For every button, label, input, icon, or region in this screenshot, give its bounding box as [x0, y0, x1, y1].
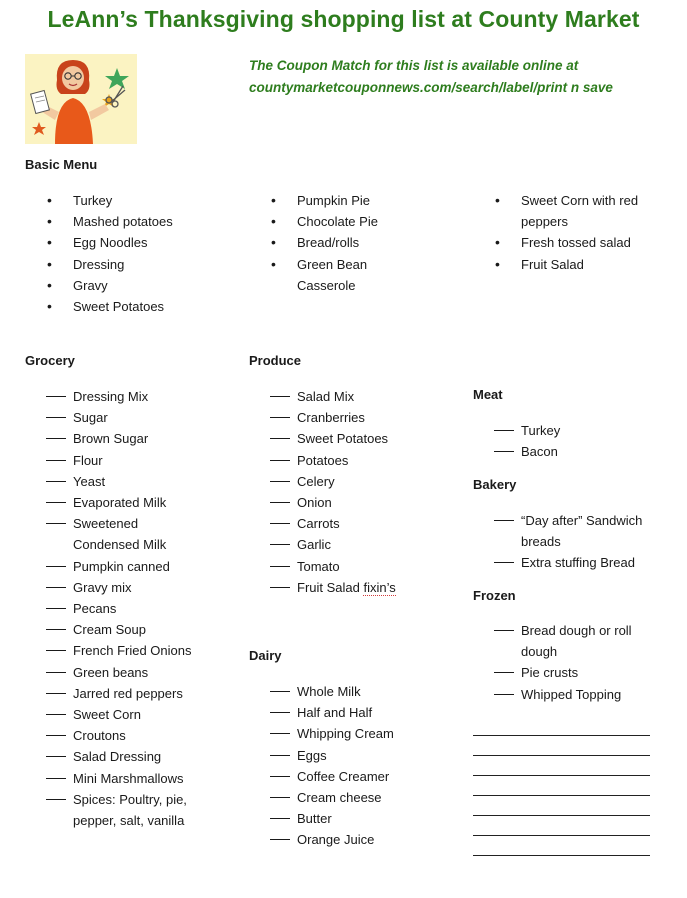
list-item: • Fresh tossed salad — [473, 232, 683, 253]
list-item: Sweetened — [25, 513, 245, 534]
bakery-list — [473, 510, 683, 574]
list-item: “Day after” Sandwich — [473, 510, 683, 531]
grocery-heading: Grocery — [25, 353, 75, 368]
frozen-list — [473, 620, 683, 705]
list-item: • Gravy — [25, 275, 245, 296]
shopper-clipart — [25, 54, 137, 144]
list-item-continued: pepper, salt, vanilla — [73, 813, 185, 829]
list-item: Whipped Topping — [473, 684, 683, 705]
blank-line — [473, 755, 650, 756]
list-item: Orange Juice — [249, 829, 469, 850]
list-item: Coffee Creamer — [249, 766, 469, 787]
list-item: • Chocolate Pie — [249, 211, 469, 232]
list-item: Flour — [25, 450, 245, 471]
blank-line — [473, 775, 650, 776]
bakery-heading: Bakery — [473, 477, 517, 492]
list-item: Pecans — [25, 598, 245, 619]
blank-line — [473, 835, 650, 836]
list-item-continued: breads — [521, 534, 561, 550]
list-item: Bacon — [473, 441, 683, 462]
list-item: Carrots — [249, 513, 469, 534]
produce-heading: Produce — [249, 353, 302, 368]
list-item: Brown Sugar — [25, 428, 245, 449]
list-item: Gravy mix — [25, 577, 245, 598]
list-item: • Fruit Salad — [473, 254, 683, 275]
blank-line — [473, 815, 650, 816]
grocery-list — [25, 386, 245, 831]
list-item: Butter — [249, 808, 469, 829]
list-item: • Sweet Potatoes — [25, 296, 245, 317]
list-item: Bread dough or roll — [473, 620, 683, 641]
coupon-line-2: countymarketcouponnews.com/search/label/print n save — [249, 80, 613, 95]
meat-heading: Meat — [473, 387, 503, 402]
list-item: Salad Mix — [249, 386, 469, 407]
list-item: Cream cheese — [249, 787, 469, 808]
list-item: • Mashed potatoes — [25, 211, 245, 232]
basic-menu-list-3 — [473, 190, 683, 275]
list-item: Pie crusts — [473, 662, 683, 683]
list-item: French Fried Onions — [25, 640, 245, 661]
basic-menu-list-1 — [25, 190, 245, 317]
list-item: Green beans — [25, 662, 245, 683]
list-item-continued: Condensed Milk — [73, 537, 167, 553]
list-item: Sweet Potatoes — [249, 428, 469, 449]
list-item: Evaporated Milk — [25, 492, 245, 513]
list-item: Dressing Mix — [25, 386, 245, 407]
list-item: • Green Bean — [249, 254, 469, 275]
list-item: Garlic — [249, 534, 469, 555]
list-item: Extra stuffing Bread — [473, 552, 683, 573]
list-item: Jarred red peppers — [25, 683, 245, 704]
list-item: Pumpkin canned — [25, 556, 245, 577]
list-item: Celery — [249, 471, 469, 492]
list-item: Tomato — [249, 556, 469, 577]
list-item: Eggs — [249, 745, 469, 766]
list-item: • Dressing — [25, 254, 245, 275]
blank-line — [473, 855, 650, 856]
basic-menu-list-2 — [249, 190, 469, 296]
list-item: Whole Milk — [249, 681, 469, 702]
list-item-fruit-salad — [249, 577, 469, 598]
woman-with-list-icon — [25, 54, 137, 144]
list-item: • Bread/rolls — [249, 232, 469, 253]
list-item: Half and Half — [249, 702, 469, 723]
list-item: Onion — [249, 492, 469, 513]
frozen-heading: Frozen — [473, 588, 516, 603]
misspelled-word: fixin’s — [363, 579, 396, 595]
list-item-continued: dough — [521, 644, 558, 660]
dairy-heading: Dairy — [249, 648, 282, 663]
list-item: • Sweet Corn with red — [473, 190, 683, 211]
list-item: Whipping Cream — [249, 723, 469, 744]
list-item-continued: Casserole — [297, 277, 356, 293]
produce-list — [249, 386, 469, 598]
meat-list — [473, 420, 683, 462]
list-item: Cranberries — [249, 407, 469, 428]
blank-line — [473, 735, 650, 736]
list-item-continued: peppers — [521, 214, 568, 230]
list-item-text: Fruit Salad — [297, 579, 364, 595]
page-title: LeAnn’s Thanksgiving shopping list at County Market — [47, 6, 640, 32]
list-item: Sugar — [25, 407, 245, 428]
list-item: Salad Dressing — [25, 746, 245, 767]
coupon-note — [249, 55, 679, 99]
list-item: Sweet Corn — [25, 704, 245, 725]
dairy-list — [249, 681, 469, 851]
list-item: • Turkey — [25, 190, 245, 211]
basic-menu-heading: Basic Menu — [25, 157, 98, 172]
list-item: Croutons — [25, 725, 245, 746]
coupon-line-1: The Coupon Match for this list is available online at — [249, 58, 579, 73]
list-item: Spices: Poultry, pie, — [25, 789, 245, 810]
list-item: • Pumpkin Pie — [249, 190, 469, 211]
list-item: • Egg Noodles — [25, 232, 245, 253]
list-item: Turkey — [473, 420, 683, 441]
list-item: Mini Marshmallows — [25, 768, 245, 789]
list-item: Cream Soup — [25, 619, 245, 640]
blank-line — [473, 795, 650, 796]
list-item: Potatoes — [249, 450, 469, 471]
list-item: Yeast — [25, 471, 245, 492]
